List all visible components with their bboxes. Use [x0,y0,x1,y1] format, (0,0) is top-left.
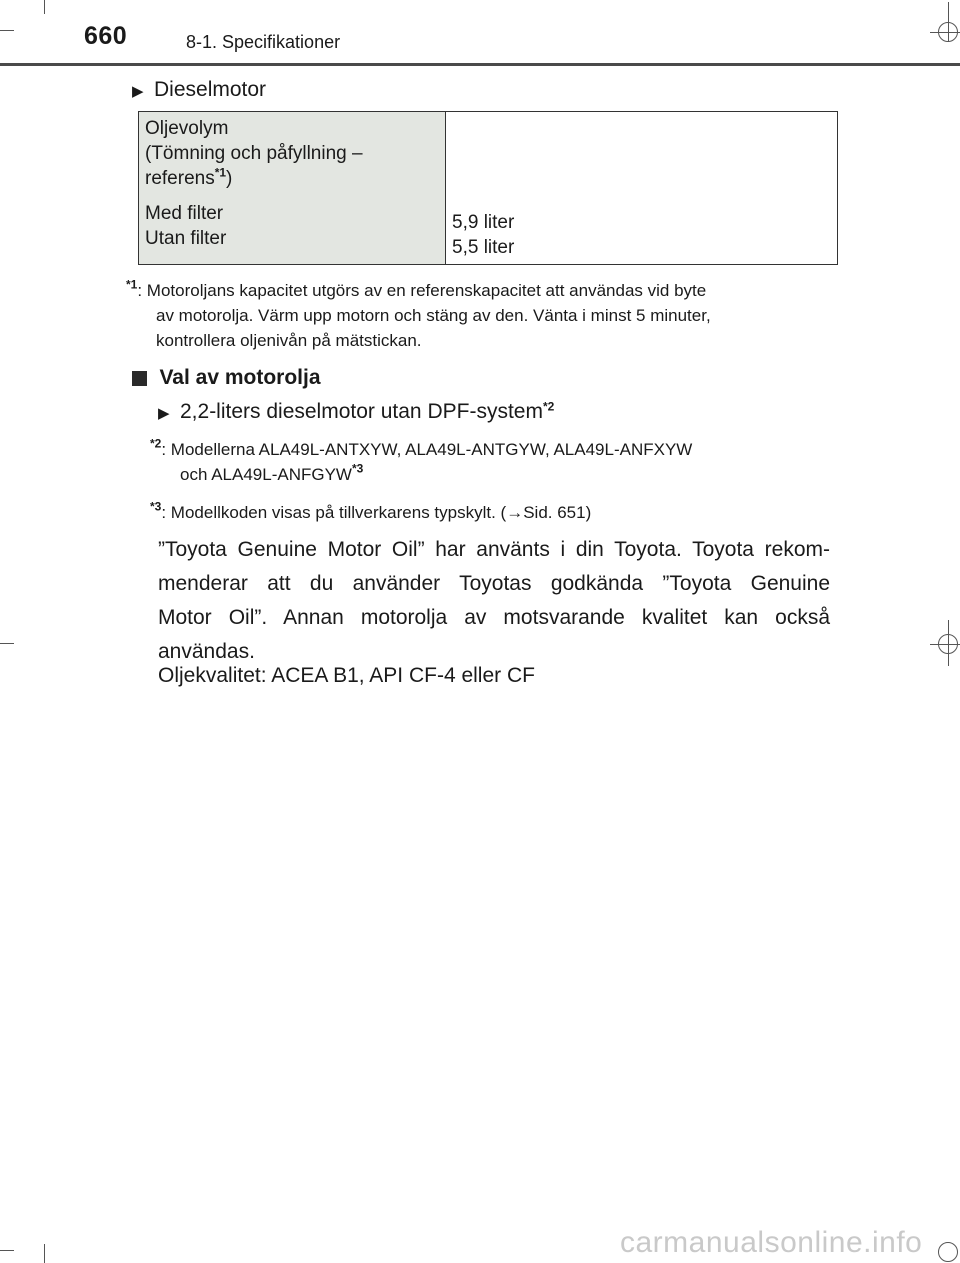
table-label-cell: Oljevolym (Tömning och påfyllning – referens$^{*1}$) Med filter Utan filter [139,112,446,265]
footnote-3: $^{*3}$: Modellkoden visas på tillverkarens typskylt. (→Sid. 651) [150,499,592,522]
crop-mark [0,643,14,644]
body-paragraph: ”Toyota Genuine Motor Oil” har använts i din Toyota. Toyota rekom- menderar att du använder Toyotas godkända ”Toyota Genuine Motor Oil”. Annan motorolja av motsvarande kvalitet kan också användas. [158,538,830,663]
oil-selection-subheading: ▶ 2,2-liters dieselmotor utan DPF-system$^{*2}$ [158,399,555,423]
crop-mark [44,0,45,14]
section-title: 8-1. Specifikationer [186,32,341,52]
triangle-bullet-icon: ▶ [132,83,144,100]
table-row-label: Med filter [145,203,224,224]
crop-mark [930,644,960,645]
crop-mark [0,1250,14,1251]
page-number: 660 [84,22,128,50]
oil-quality: Oljekvalitet: ACEA B1, API CF-4 eller CF [158,664,535,687]
crop-mark [930,32,960,33]
header-rule [0,63,960,66]
table-row-value: 5,5 liter [452,237,515,258]
table-row-value: 5,9 liter [452,212,515,233]
table-row-label: Utan filter [145,228,227,249]
crop-mark [948,2,949,42]
table-value-cell [446,112,838,265]
diesel-heading: ▶ Dieselmotor [132,78,267,101]
square-bullet-icon [132,371,147,386]
registration-mark-icon [938,1242,958,1262]
triangle-bullet-icon: ▶ [158,405,170,422]
footnote-2: $^{*2}$: Modellerna ALA49L-ANTXYW, ALA49L-ANTGYW, ALA49L-ANFXYW och ALA49L-ANFGYW$^{*3}$ [150,436,693,484]
crop-mark [44,1244,45,1263]
oil-selection-heading: Val av motorolja [132,366,321,390]
footnote-1: $^{*1}$: Motoroljans kapacitet utgörs av en referenskapacitet att användas vid byte av motorolja. Värm upp motorn och stäng av den. Vänta i minst 5 minuter, kontrollera oljenivån på mätstickan. [126,277,711,350]
watermark: carmanualsonline.info [620,1226,923,1259]
crop-mark [0,30,14,31]
oil-volume-table [138,111,838,265]
crop-mark [948,620,949,666]
arrow-right-icon: → [506,503,524,522]
